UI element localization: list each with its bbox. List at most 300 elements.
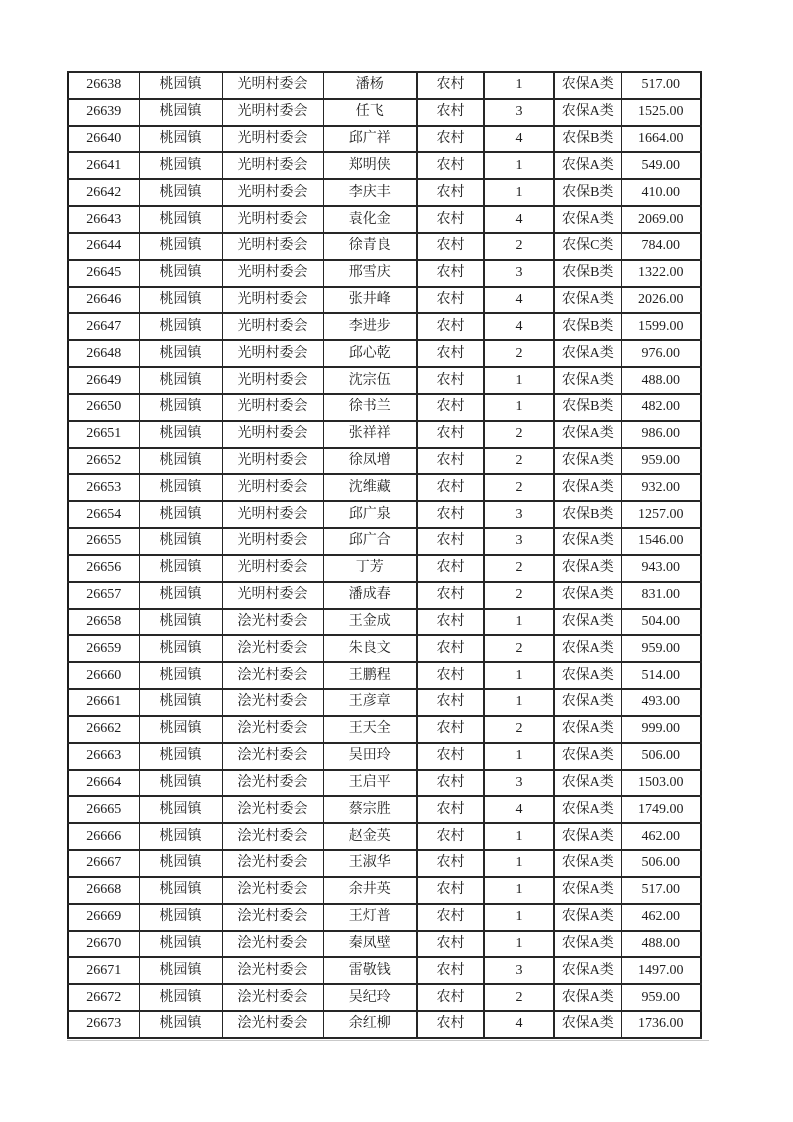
cell-insurance-class: 农保A类 — [554, 635, 621, 662]
cell-village-committee: 浍光村委会 — [222, 904, 323, 931]
cell-person-name: 丁芳 — [323, 555, 417, 582]
cell-serial-number: 26655 — [68, 528, 139, 555]
cell-town: 桃园镇 — [139, 528, 222, 555]
table-body — [68, 72, 701, 1038]
cell-amount: 976.00 — [621, 340, 701, 367]
cell-amount: 959.00 — [621, 635, 701, 662]
cell-person-name: 郑明侠 — [323, 152, 417, 179]
cell-person-count: 1 — [484, 850, 554, 877]
cell-village-committee: 光明村委会 — [222, 448, 323, 475]
cell-insurance-class: 农保A类 — [554, 609, 621, 636]
cell-amount: 1736.00 — [621, 1011, 701, 1038]
cell-person-count: 1 — [484, 931, 554, 958]
cell-person-count: 2 — [484, 421, 554, 448]
cell-amount: 932.00 — [621, 474, 701, 501]
cell-village-committee: 光明村委会 — [222, 206, 323, 233]
cell-person-name: 邱广合 — [323, 528, 417, 555]
cell-village-committee: 光明村委会 — [222, 313, 323, 340]
table-row — [68, 931, 701, 958]
table-row — [68, 1011, 701, 1038]
cell-town: 桃园镇 — [139, 850, 222, 877]
table-row — [68, 823, 701, 850]
cell-person-count: 4 — [484, 287, 554, 314]
cell-category: 农村 — [417, 850, 484, 877]
cell-person-count: 3 — [484, 99, 554, 126]
cell-insurance-class: 农保A类 — [554, 340, 621, 367]
cell-category: 农村 — [417, 287, 484, 314]
cell-town: 桃园镇 — [139, 126, 222, 153]
cell-category: 农村 — [417, 206, 484, 233]
cell-village-committee: 浍光村委会 — [222, 689, 323, 716]
cell-person-count: 3 — [484, 528, 554, 555]
cell-person-count: 1 — [484, 179, 554, 206]
table-row — [68, 689, 701, 716]
cell-village-committee: 浍光村委会 — [222, 984, 323, 1011]
cell-category: 农村 — [417, 313, 484, 340]
table-row — [68, 770, 701, 797]
cell-insurance-class: 农保A类 — [554, 931, 621, 958]
cell-person-count: 4 — [484, 796, 554, 823]
cell-person-count: 1 — [484, 743, 554, 770]
cell-insurance-class: 农保A类 — [554, 850, 621, 877]
cell-amount: 549.00 — [621, 152, 701, 179]
cell-person-name: 蔡宗胜 — [323, 796, 417, 823]
cell-person-count: 1 — [484, 904, 554, 931]
table-row — [68, 367, 701, 394]
cell-amount: 462.00 — [621, 823, 701, 850]
cell-person-count: 3 — [484, 260, 554, 287]
cell-serial-number: 26665 — [68, 796, 139, 823]
cell-person-name: 李庆丰 — [323, 179, 417, 206]
cell-village-committee: 浍光村委会 — [222, 796, 323, 823]
cell-town: 桃园镇 — [139, 743, 222, 770]
table-row — [68, 609, 701, 636]
cell-person-name: 任飞 — [323, 99, 417, 126]
table-row — [68, 662, 701, 689]
cell-insurance-class: 农保A类 — [554, 796, 621, 823]
cell-person-count: 1 — [484, 662, 554, 689]
cell-category: 农村 — [417, 555, 484, 582]
cell-serial-number: 26672 — [68, 984, 139, 1011]
cell-insurance-class: 农保A类 — [554, 582, 621, 609]
cell-insurance-class: 农保A类 — [554, 984, 621, 1011]
cell-serial-number: 26648 — [68, 340, 139, 367]
table-row — [68, 287, 701, 314]
cell-category: 农村 — [417, 957, 484, 984]
cell-category: 农村 — [417, 984, 484, 1011]
cell-serial-number: 26654 — [68, 501, 139, 528]
table-row — [68, 743, 701, 770]
cell-person-name: 吴田玲 — [323, 743, 417, 770]
cell-person-name: 袁化金 — [323, 206, 417, 233]
cell-category: 农村 — [417, 501, 484, 528]
cell-category: 农村 — [417, 340, 484, 367]
table-row — [68, 72, 701, 99]
cell-insurance-class: 农保A类 — [554, 904, 621, 931]
cell-serial-number: 26666 — [68, 823, 139, 850]
cell-amount: 943.00 — [621, 555, 701, 582]
cell-person-count: 4 — [484, 313, 554, 340]
cell-category: 农村 — [417, 421, 484, 448]
table-row — [68, 474, 701, 501]
cell-insurance-class: 农保A类 — [554, 528, 621, 555]
cell-amount: 1525.00 — [621, 99, 701, 126]
table-row — [68, 957, 701, 984]
cell-amount: 504.00 — [621, 609, 701, 636]
cell-serial-number: 26646 — [68, 287, 139, 314]
cell-village-committee: 浍光村委会 — [222, 662, 323, 689]
cell-village-committee: 浍光村委会 — [222, 877, 323, 904]
cell-serial-number: 26643 — [68, 206, 139, 233]
cell-category: 农村 — [417, 689, 484, 716]
cell-person-name: 赵金英 — [323, 823, 417, 850]
cell-village-committee: 光明村委会 — [222, 287, 323, 314]
cell-village-committee: 浍光村委会 — [222, 823, 323, 850]
cell-person-count: 2 — [484, 340, 554, 367]
cell-person-count: 2 — [484, 555, 554, 582]
cell-category: 农村 — [417, 743, 484, 770]
cell-insurance-class: 农保B类 — [554, 179, 621, 206]
cell-person-name: 雷敬钱 — [323, 957, 417, 984]
cell-person-name: 潘成春 — [323, 582, 417, 609]
cell-person-name: 朱良文 — [323, 635, 417, 662]
table-row — [68, 877, 701, 904]
cell-village-committee: 光明村委会 — [222, 72, 323, 99]
cell-amount: 1664.00 — [621, 126, 701, 153]
scan-artifact-gridline — [67, 1040, 709, 1041]
cell-town: 桃园镇 — [139, 796, 222, 823]
cell-category: 农村 — [417, 823, 484, 850]
cell-town: 桃园镇 — [139, 1011, 222, 1038]
cell-town: 桃园镇 — [139, 957, 222, 984]
cell-serial-number: 26663 — [68, 743, 139, 770]
cell-insurance-class: 农保B类 — [554, 501, 621, 528]
table-row — [68, 984, 701, 1011]
cell-category: 农村 — [417, 179, 484, 206]
table-row — [68, 340, 701, 367]
table-row — [68, 635, 701, 662]
cell-person-count: 3 — [484, 957, 554, 984]
cell-serial-number: 26642 — [68, 179, 139, 206]
cell-village-committee: 浍光村委会 — [222, 716, 323, 743]
cell-town: 桃园镇 — [139, 635, 222, 662]
cell-town: 桃园镇 — [139, 662, 222, 689]
cell-town: 桃园镇 — [139, 340, 222, 367]
cell-insurance-class: 农保A类 — [554, 957, 621, 984]
cell-person-count: 2 — [484, 233, 554, 260]
cell-person-count: 1 — [484, 152, 554, 179]
cell-person-name: 张井峰 — [323, 287, 417, 314]
cell-person-count: 1 — [484, 877, 554, 904]
cell-person-name: 王启平 — [323, 770, 417, 797]
cell-amount: 517.00 — [621, 877, 701, 904]
cell-person-count: 2 — [484, 635, 554, 662]
cell-amount: 1322.00 — [621, 260, 701, 287]
cell-serial-number: 26671 — [68, 957, 139, 984]
cell-person-name: 王金成 — [323, 609, 417, 636]
cell-category: 农村 — [417, 394, 484, 421]
cell-serial-number: 26659 — [68, 635, 139, 662]
cell-person-name: 余井英 — [323, 877, 417, 904]
cell-person-name: 徐青良 — [323, 233, 417, 260]
cell-category: 农村 — [417, 152, 484, 179]
table-row — [68, 528, 701, 555]
cell-insurance-class: 农保A类 — [554, 1011, 621, 1038]
cell-person-name: 王彦章 — [323, 689, 417, 716]
cell-insurance-class: 农保B类 — [554, 260, 621, 287]
cell-insurance-class: 农保A类 — [554, 72, 621, 99]
cell-town: 桃园镇 — [139, 823, 222, 850]
cell-village-committee: 光明村委会 — [222, 260, 323, 287]
cell-category: 农村 — [417, 528, 484, 555]
cell-serial-number: 26650 — [68, 394, 139, 421]
cell-amount: 784.00 — [621, 233, 701, 260]
cell-insurance-class: 农保A类 — [554, 448, 621, 475]
cell-serial-number: 26656 — [68, 555, 139, 582]
cell-town: 桃园镇 — [139, 313, 222, 340]
cell-amount: 1749.00 — [621, 796, 701, 823]
cell-person-count: 1 — [484, 72, 554, 99]
cell-serial-number: 26647 — [68, 313, 139, 340]
cell-town: 桃园镇 — [139, 904, 222, 931]
cell-serial-number: 26638 — [68, 72, 139, 99]
cell-amount: 986.00 — [621, 421, 701, 448]
cell-insurance-class: 农保B类 — [554, 394, 621, 421]
cell-village-committee: 光明村委会 — [222, 421, 323, 448]
cell-village-committee: 浍光村委会 — [222, 931, 323, 958]
cell-insurance-class: 农保A类 — [554, 421, 621, 448]
cell-person-name: 徐凤增 — [323, 448, 417, 475]
cell-person-name: 余红柳 — [323, 1011, 417, 1038]
cell-town: 桃园镇 — [139, 421, 222, 448]
cell-amount: 506.00 — [621, 743, 701, 770]
table-row — [68, 179, 701, 206]
cell-serial-number: 26667 — [68, 850, 139, 877]
cell-serial-number: 26641 — [68, 152, 139, 179]
table-row — [68, 716, 701, 743]
cell-serial-number: 26652 — [68, 448, 139, 475]
table-row — [68, 313, 701, 340]
cell-category: 农村 — [417, 635, 484, 662]
cell-person-count: 4 — [484, 126, 554, 153]
cell-category: 农村 — [417, 770, 484, 797]
cell-person-name: 王淑华 — [323, 850, 417, 877]
cell-serial-number: 26669 — [68, 904, 139, 931]
cell-amount: 514.00 — [621, 662, 701, 689]
cell-village-committee: 浍光村委会 — [222, 609, 323, 636]
table-row — [68, 501, 701, 528]
table-row — [68, 850, 701, 877]
cell-insurance-class: 农保A类 — [554, 877, 621, 904]
cell-amount: 506.00 — [621, 850, 701, 877]
cell-serial-number: 26644 — [68, 233, 139, 260]
cell-person-count: 2 — [484, 984, 554, 1011]
cell-insurance-class: 农保C类 — [554, 233, 621, 260]
cell-person-name: 吴纪玲 — [323, 984, 417, 1011]
cell-category: 农村 — [417, 582, 484, 609]
cell-town: 桃园镇 — [139, 931, 222, 958]
cell-town: 桃园镇 — [139, 233, 222, 260]
cell-town: 桃园镇 — [139, 179, 222, 206]
cell-person-name: 邱广祥 — [323, 126, 417, 153]
cell-village-committee: 光明村委会 — [222, 555, 323, 582]
cell-town: 桃园镇 — [139, 287, 222, 314]
table-row — [68, 206, 701, 233]
cell-serial-number: 26670 — [68, 931, 139, 958]
cell-person-count: 2 — [484, 716, 554, 743]
table-row — [68, 99, 701, 126]
cell-village-committee: 浍光村委会 — [222, 770, 323, 797]
cell-town: 桃园镇 — [139, 474, 222, 501]
cell-category: 农村 — [417, 126, 484, 153]
cell-town: 桃园镇 — [139, 448, 222, 475]
cell-village-committee: 光明村委会 — [222, 528, 323, 555]
cell-category: 农村 — [417, 233, 484, 260]
cell-serial-number: 26653 — [68, 474, 139, 501]
cell-amount: 2026.00 — [621, 287, 701, 314]
cell-village-committee: 光明村委会 — [222, 233, 323, 260]
cell-insurance-class: 农保A类 — [554, 823, 621, 850]
cell-village-committee: 光明村委会 — [222, 126, 323, 153]
cell-insurance-class: 农保A类 — [554, 555, 621, 582]
cell-amount: 959.00 — [621, 984, 701, 1011]
cell-person-count: 4 — [484, 206, 554, 233]
cell-amount: 488.00 — [621, 931, 701, 958]
cell-town: 桃园镇 — [139, 394, 222, 421]
cell-category: 农村 — [417, 904, 484, 931]
cell-serial-number: 26639 — [68, 99, 139, 126]
cell-person-name: 王鹏程 — [323, 662, 417, 689]
table-row — [68, 421, 701, 448]
cell-category: 农村 — [417, 474, 484, 501]
cell-insurance-class: 农保B类 — [554, 313, 621, 340]
cell-village-committee: 光明村委会 — [222, 367, 323, 394]
cell-insurance-class: 农保A类 — [554, 99, 621, 126]
cell-serial-number: 26662 — [68, 716, 139, 743]
cell-person-name: 邢雪庆 — [323, 260, 417, 287]
cell-person-name: 张祥祥 — [323, 421, 417, 448]
cell-town: 桃园镇 — [139, 689, 222, 716]
cell-town: 桃园镇 — [139, 260, 222, 287]
cell-village-committee: 浍光村委会 — [222, 850, 323, 877]
table-row — [68, 904, 701, 931]
cell-village-committee: 光明村委会 — [222, 501, 323, 528]
cell-village-committee: 浍光村委会 — [222, 743, 323, 770]
cell-person-count: 1 — [484, 609, 554, 636]
cell-person-count: 1 — [484, 394, 554, 421]
cell-category: 农村 — [417, 877, 484, 904]
cell-amount: 482.00 — [621, 394, 701, 421]
cell-town: 桃园镇 — [139, 877, 222, 904]
cell-person-name: 李进步 — [323, 313, 417, 340]
cell-town: 桃园镇 — [139, 716, 222, 743]
cell-serial-number: 26657 — [68, 582, 139, 609]
cell-insurance-class: 农保B类 — [554, 126, 621, 153]
cell-village-committee: 光明村委会 — [222, 394, 323, 421]
cell-person-name: 王天全 — [323, 716, 417, 743]
cell-person-name: 邱心乾 — [323, 340, 417, 367]
insurance-roster-table — [67, 71, 702, 1039]
cell-village-committee: 光明村委会 — [222, 474, 323, 501]
table-row — [68, 448, 701, 475]
cell-town: 桃园镇 — [139, 582, 222, 609]
cell-serial-number: 26660 — [68, 662, 139, 689]
table-row — [68, 555, 701, 582]
cell-insurance-class: 农保A类 — [554, 367, 621, 394]
cell-town: 桃园镇 — [139, 367, 222, 394]
table-row — [68, 152, 701, 179]
cell-serial-number: 26651 — [68, 421, 139, 448]
table-row — [68, 233, 701, 260]
cell-amount: 410.00 — [621, 179, 701, 206]
cell-person-count: 2 — [484, 582, 554, 609]
cell-amount: 831.00 — [621, 582, 701, 609]
cell-category: 农村 — [417, 716, 484, 743]
cell-insurance-class: 农保A类 — [554, 716, 621, 743]
cell-person-count: 1 — [484, 367, 554, 394]
table-row — [68, 394, 701, 421]
cell-category: 农村 — [417, 931, 484, 958]
cell-insurance-class: 农保A类 — [554, 474, 621, 501]
cell-amount: 1257.00 — [621, 501, 701, 528]
cell-amount: 1599.00 — [621, 313, 701, 340]
cell-person-count: 1 — [484, 823, 554, 850]
cell-serial-number: 26658 — [68, 609, 139, 636]
cell-amount: 1503.00 — [621, 770, 701, 797]
cell-amount: 493.00 — [621, 689, 701, 716]
cell-person-count: 2 — [484, 474, 554, 501]
cell-category: 农村 — [417, 367, 484, 394]
cell-serial-number: 26640 — [68, 126, 139, 153]
cell-person-name: 潘杨 — [323, 72, 417, 99]
cell-town: 桃园镇 — [139, 99, 222, 126]
cell-village-committee: 光明村委会 — [222, 340, 323, 367]
table-row — [68, 796, 701, 823]
cell-amount: 462.00 — [621, 904, 701, 931]
cell-town: 桃园镇 — [139, 770, 222, 797]
cell-category: 农村 — [417, 99, 484, 126]
cell-village-committee: 光明村委会 — [222, 582, 323, 609]
cell-amount: 959.00 — [621, 448, 701, 475]
cell-town: 桃园镇 — [139, 206, 222, 233]
cell-town: 桃园镇 — [139, 501, 222, 528]
cell-person-name: 沈维藏 — [323, 474, 417, 501]
cell-person-count: 3 — [484, 501, 554, 528]
cell-amount: 999.00 — [621, 716, 701, 743]
cell-insurance-class: 农保A类 — [554, 770, 621, 797]
cell-village-committee: 浍光村委会 — [222, 1011, 323, 1038]
cell-insurance-class: 农保A类 — [554, 287, 621, 314]
cell-serial-number: 26649 — [68, 367, 139, 394]
cell-person-name: 徐书兰 — [323, 394, 417, 421]
cell-amount: 2069.00 — [621, 206, 701, 233]
cell-category: 农村 — [417, 796, 484, 823]
cell-person-name: 邱广泉 — [323, 501, 417, 528]
cell-person-count: 4 — [484, 1011, 554, 1038]
cell-amount: 517.00 — [621, 72, 701, 99]
cell-serial-number: 26673 — [68, 1011, 139, 1038]
cell-amount: 488.00 — [621, 367, 701, 394]
table-row — [68, 582, 701, 609]
cell-person-count: 2 — [484, 448, 554, 475]
cell-person-name: 秦凤壁 — [323, 931, 417, 958]
cell-person-name: 王灯普 — [323, 904, 417, 931]
cell-town: 桃园镇 — [139, 609, 222, 636]
cell-village-committee: 浍光村委会 — [222, 957, 323, 984]
cell-serial-number: 26664 — [68, 770, 139, 797]
cell-village-committee: 浍光村委会 — [222, 635, 323, 662]
cell-village-committee: 光明村委会 — [222, 99, 323, 126]
